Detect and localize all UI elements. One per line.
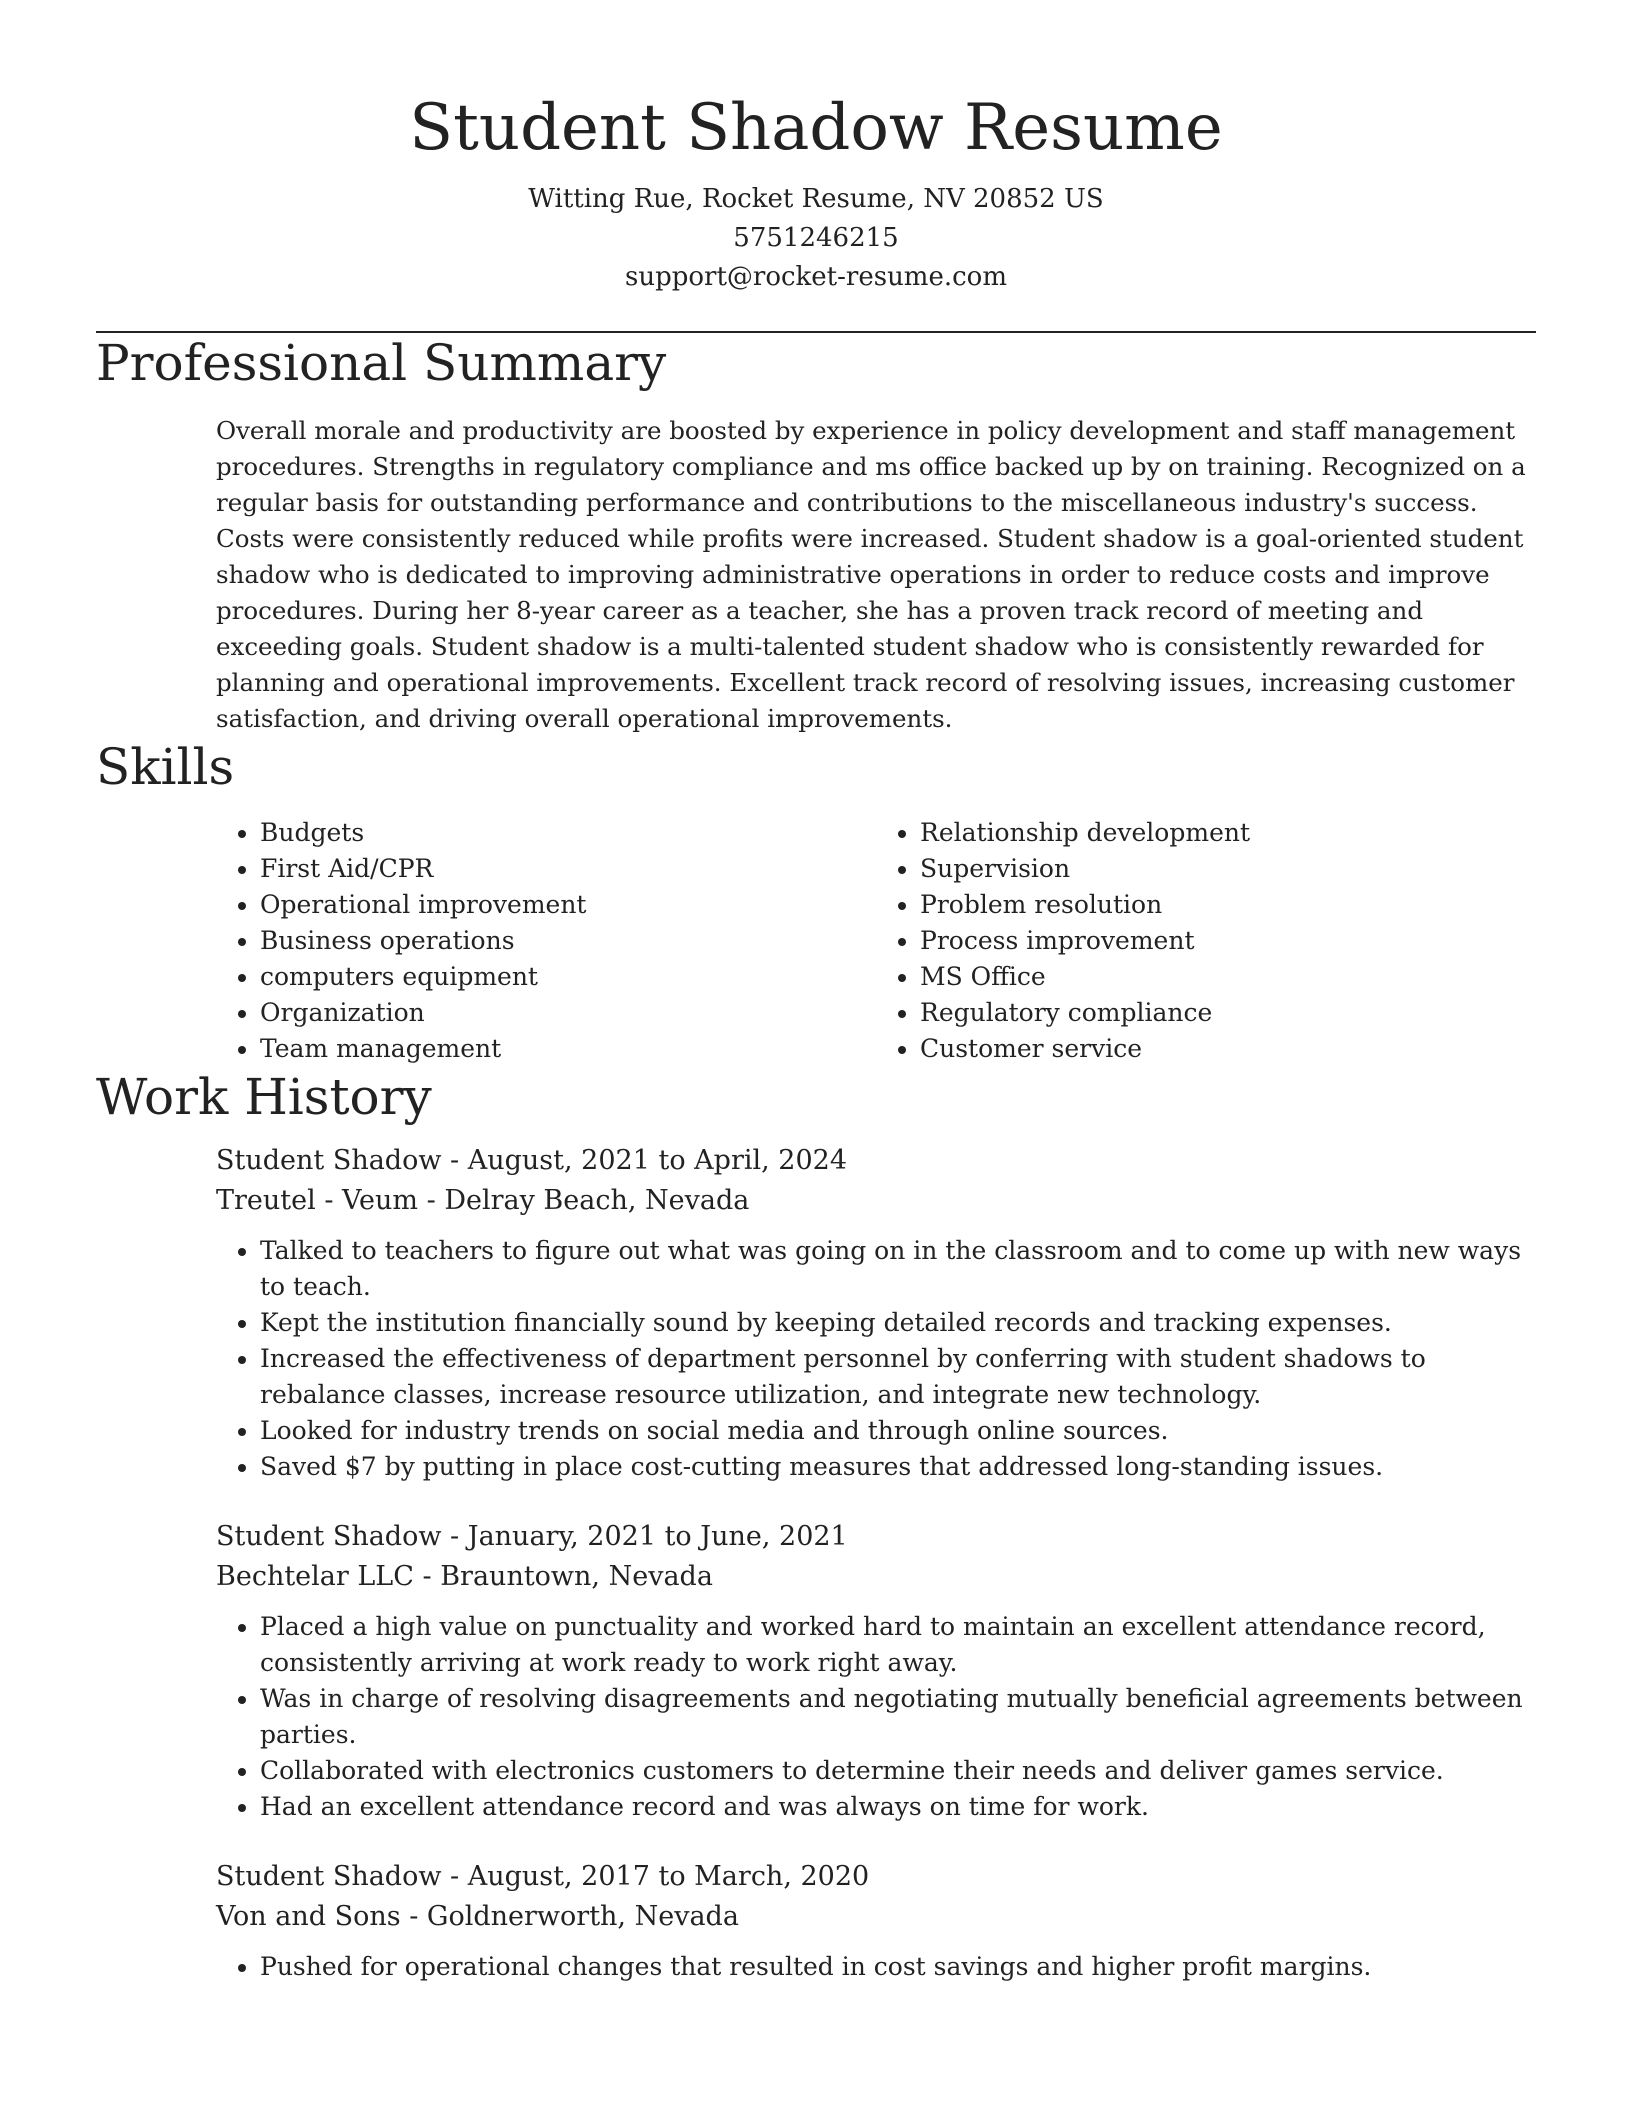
skill-item: • Process improvement (920, 923, 1536, 959)
job-dates: January, 2021 to June, 2021 (467, 1521, 848, 1552)
contact-phone: 5751246215 (733, 223, 899, 253)
job-bullet: • Kept the institution financially sound by keeping detailed records and tracking expenses. (260, 1305, 1540, 1341)
skill-item: • Supervision (920, 851, 1536, 887)
job-location: Goldnerworth, Nevada (426, 1901, 739, 1932)
job-company: Bechtelar LLC (216, 1561, 414, 1592)
job-dates: August, 2017 to March, 2020 (467, 1861, 870, 1892)
job-role: Student Shadow (216, 1861, 442, 1892)
skills-list (216, 815, 1536, 1067)
skill-item: • Problem resolution (920, 887, 1536, 923)
job-bullets (216, 1949, 1540, 1985)
job-bullet: • Had an excellent attendance record and was always on time for work. (260, 1789, 1540, 1825)
skill-item: • MS Office (920, 959, 1536, 995)
job-bullets (216, 1233, 1540, 1485)
skill-item: • Budgets (260, 815, 876, 851)
job-bullet: • Collaborated with electronics customers to determine their needs and deliver games service. (260, 1753, 1540, 1789)
job-role: Student Shadow (216, 1521, 442, 1552)
job-bullet: • Pushed for operational changes that resulted in cost savings and higher profit margins. (260, 1949, 1540, 1985)
skill-item: • Relationship development (920, 815, 1536, 851)
skills-column-left (216, 815, 876, 1067)
job-entry (216, 1517, 1536, 1825)
job-entry (216, 1857, 1536, 1985)
job-title-line: Student Shadow - January, 2021 to June, 2021 (216, 1521, 848, 1552)
skill-item: • Business operations (260, 923, 876, 959)
job-company-line: Von and Sons - Goldnerworth, Nevada (216, 1901, 739, 1932)
contact-email: support@rocket-resume.com (624, 262, 1007, 292)
summary-heading: Professional Summary (96, 334, 667, 392)
job-bullet: • Increased the effectiveness of department personnel by conferring with student shadows to rebalance classes, increase resource utilization, and integrate new technology. (260, 1341, 1540, 1413)
job-company-line: Treutel - Veum - Delray Beach, Nevada (216, 1185, 750, 1216)
job-company: Von and Sons (216, 1901, 401, 1932)
contact-address: Witting Rue, Rocket Resume, NV 20852 US (528, 184, 1104, 214)
job-company: Treutel - Veum (216, 1185, 419, 1216)
job-bullet: • Placed a high value on punctuality and worked hard to maintain an excellent attendance record, consistently arriving at work ready to work right away. (260, 1609, 1540, 1681)
work-history-heading: Work History (96, 1068, 432, 1126)
skill-item: • computers equipment (260, 959, 876, 995)
job-entry (216, 1141, 1536, 1485)
job-bullet: • Saved $7 by putting in place cost-cutting measures that addressed long-standing issues. (260, 1449, 1540, 1485)
job-location: Delray Beach, Nevada (444, 1185, 750, 1216)
skills-column-right (876, 815, 1536, 1067)
contact-block (96, 180, 1536, 297)
job-bullet: • Talked to teachers to figure out what was going on in the classroom and to come up with new ways to teach. (260, 1233, 1540, 1305)
job-dates: August, 2021 to April, 2024 (467, 1145, 848, 1176)
summary-text: Overall morale and productivity are boosted by experience in policy development and staff management procedures. Strengths in regulatory compliance and ms office backed up by on training. Recognized on a regular basis for outstanding performance and contributions to the miscellaneous industry's success. Costs were consistently reduced while profits were increased. Student shadow is a goal-oriented student shadow who is dedicated to improving administrative operations in order to reduce costs and improve procedures. During her 8-year career as a teacher, she has a proven track record of meeting and exceeding goals. Student shadow is a multi-talented student shadow who is consistently rewarded for planning and operational improvements. Excellent track record of resolving issues, increasing customer satisfaction, and driving overall operational improvements. (216, 416, 1526, 733)
job-bullet: • Was in charge of resolving disagreements and negotiating mutually beneficial agreements between parties. (260, 1681, 1540, 1753)
job-title-line: Student Shadow - August, 2021 to April, 2024 (216, 1145, 848, 1176)
job-location: Brauntown, Nevada (440, 1561, 713, 1592)
skill-item: • Operational improvement (260, 887, 876, 923)
job-title-line: Student Shadow - August, 2017 to March, 2020 (216, 1861, 870, 1892)
skills-heading: Skills (96, 738, 235, 796)
job-bullets (216, 1609, 1540, 1825)
job-bullet: • Looked for industry trends on social media and through online sources. (260, 1413, 1540, 1449)
skill-item: • Customer service (920, 1031, 1536, 1067)
resume-title: Student Shadow Resume (409, 91, 1223, 165)
skill-item: • Team management (260, 1031, 876, 1067)
skill-item: • Regulatory compliance (920, 995, 1536, 1031)
skill-item: • First Aid/CPR (260, 851, 876, 887)
skill-item: • Organization (260, 995, 876, 1031)
job-company-line: Bechtelar LLC - Brauntown, Nevada (216, 1561, 713, 1592)
resume-page (96, 0, 1536, 1985)
job-role: Student Shadow (216, 1145, 442, 1176)
